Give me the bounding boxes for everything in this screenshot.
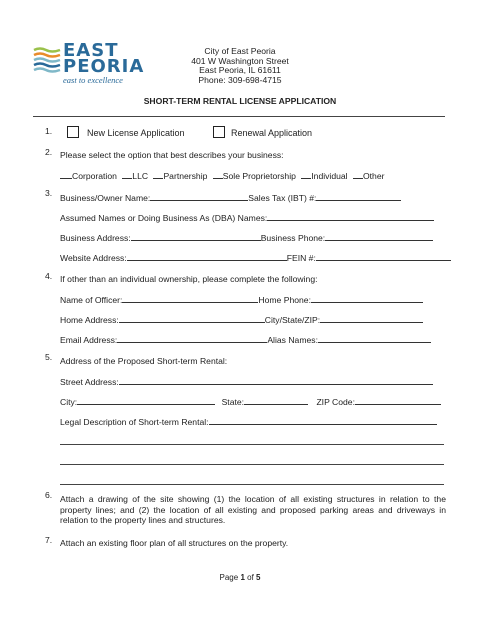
q1-number: 1. [45,126,53,136]
org-phone: Phone: 309-698-4715 [198,74,282,85]
q6-number: 6. [45,490,53,500]
q7-text: Attach an existing floor plan of all structures on the property. [60,538,289,548]
org-info [170,47,310,85]
page-title: SHORT-TERM RENTAL LICENSE APPLICATION [143,96,337,106]
new-license-checkbox[interactable] [67,126,79,138]
logo-peoria-text: PEORIA [63,56,145,77]
q4-number: 4. [45,271,53,281]
option-corporation: Corporation [72,171,117,181]
logo-wave-icon [33,46,61,74]
fein-label: FEIN #: [286,253,316,263]
option-partnership: Partnership [163,171,208,181]
state-field[interactable] [244,396,308,405]
home-address-field[interactable] [119,314,265,323]
state-label: State: [221,397,245,407]
q5-prompt: Address of the Proposed Short-term Rental: [60,356,228,366]
city-state-zip-field[interactable] [320,314,423,323]
city-logo [33,40,145,86]
org-street: 401 W Washington Street [191,55,289,66]
alias-label: Alias Names: [267,335,318,345]
q7-number: 7. [45,535,53,545]
website-row [60,252,451,263]
street-label: Street Address: [60,377,119,387]
home-phone-label: Home Phone: [258,295,311,305]
email-field[interactable] [117,334,267,343]
home-address-row [60,314,423,325]
business-address-field[interactable] [131,232,261,241]
llc-blank[interactable] [122,170,132,179]
website-field[interactable] [127,252,287,261]
page-number: 1 [240,573,245,582]
total-pages: 5 [256,573,261,582]
street-field[interactable] [119,376,433,385]
business-owner-row [60,192,401,203]
corporation-blank[interactable] [60,170,72,179]
sales-tax-field[interactable] [316,192,401,201]
email-label: Email Address: [60,335,118,345]
q6-text: Attach a drawing of the site showing (1) the location of all existing structures in relation to the property lines; and (2) the location of all existing and proposed parking areas and driveways in relation to the property lines and structures. [60,494,446,525]
officer-field[interactable] [122,294,258,303]
business-owner-label: Business/Owner Name: [60,193,151,203]
city-field[interactable] [77,396,215,405]
business-address-label: Business Address: [60,233,131,243]
home-phone-field[interactable] [311,294,423,303]
officer-label: Name of Officer: [60,295,123,305]
legal-field[interactable] [209,416,437,425]
legal-line-1[interactable] [60,444,444,445]
alias-field[interactable] [318,334,431,343]
partnership-blank[interactable] [153,170,163,179]
page-indicator [0,573,480,583]
logo-tagline: east to excellence [63,75,123,85]
dba-row [60,212,434,223]
option-llc: LLC [132,171,149,181]
legal-row [60,416,437,427]
option-sole-proprietorship: Sole Proprietorship [222,171,296,181]
officer-row [60,294,423,305]
org-name: City of East Peoria [204,46,276,56]
legal-label: Legal Description of Short-term Rental: [60,417,209,427]
option-individual: Individual [311,171,348,181]
sales-tax-label: Sales Tax (IBT) #: [248,193,317,203]
q2-prompt: Please select the option that best describes your business: [60,150,284,160]
business-type-options [60,170,384,181]
other-blank[interactable] [353,170,363,179]
logo-east-text: EAST [63,40,119,61]
dba-label: Assumed Names or Doing Business As (DBA) Names: [60,213,268,223]
org-citystate: East Peoria, IL 61611 [199,65,281,76]
zip-field[interactable] [355,396,441,405]
q5-number: 5. [45,352,53,362]
option-other: Other [362,171,385,181]
business-phone-label: Business Phone: [260,233,326,243]
dba-field[interactable] [267,212,434,221]
email-row [60,334,431,345]
title-divider [33,116,445,117]
zip-label: ZIP Code: [316,397,355,407]
legal-line-2[interactable] [60,464,444,465]
renewal-checkbox[interactable] [213,126,225,138]
city-state-zip-label: City/State/ZIP: [264,315,321,325]
website-label: Website Address: [60,253,127,263]
business-owner-field[interactable] [150,192,248,201]
legal-line-3[interactable] [60,484,444,485]
city-state-zip-row [60,396,441,407]
page-word: Page [219,573,239,582]
q3-number: 3. [45,188,53,198]
renewal-label: Renewal Application [231,128,313,138]
new-license-label: New License Application [87,128,185,138]
business-address-row [60,232,433,243]
of-word: of [247,573,254,582]
q4-prompt: If other than an individual ownership, please complete the following: [60,274,318,284]
home-address-label: Home Address: [60,315,119,325]
city-label: City: [60,397,78,407]
sole-proprietorship-blank[interactable] [213,170,223,179]
street-row [60,376,433,387]
individual-blank[interactable] [301,170,311,179]
business-phone-field[interactable] [325,232,433,241]
q2-number: 2. [45,147,53,157]
fein-field[interactable] [316,252,451,261]
